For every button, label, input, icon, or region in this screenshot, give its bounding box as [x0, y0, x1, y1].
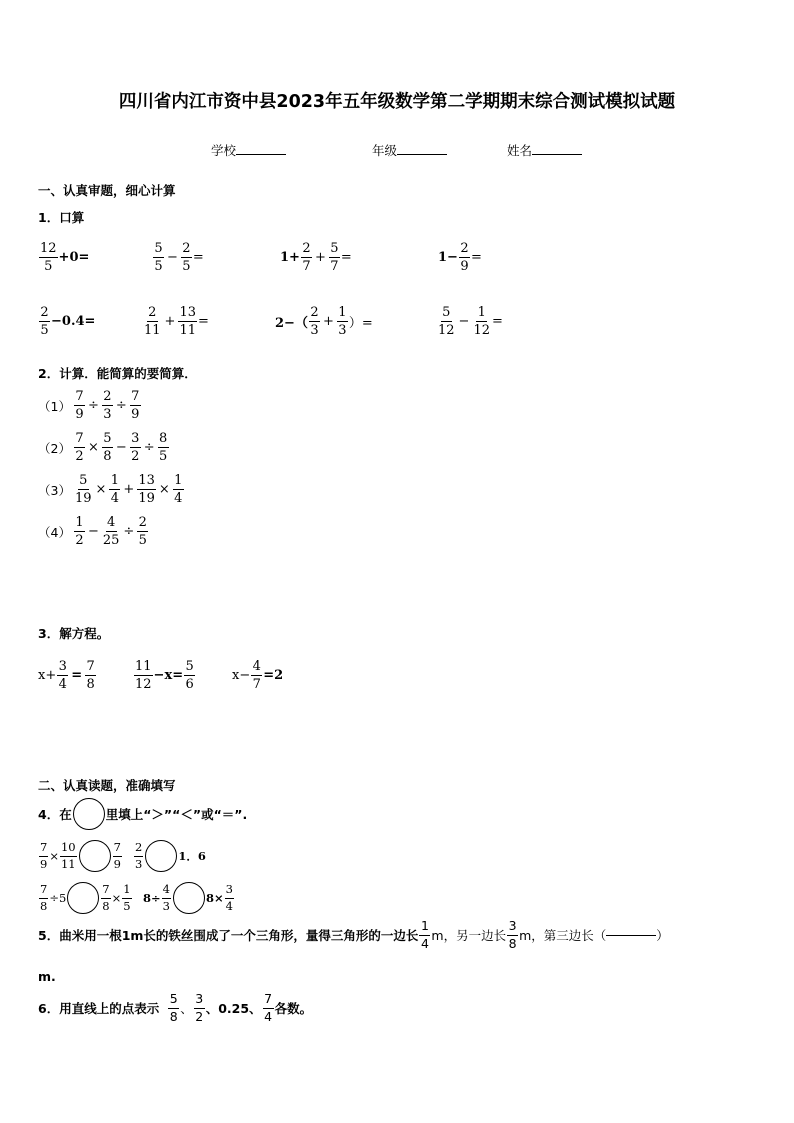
q2-item-1: [38, 390, 142, 421]
fraction: $\frac{1}{2}$: [75, 515, 84, 548]
answer-circle[interactable]: [173, 882, 205, 914]
fraction: $\frac{3}{2}$: [131, 431, 140, 464]
page-title: 四川省内江市资中县2023年五年级数学第二学期期末综合测试模拟试题: [118, 92, 676, 112]
item-number: （2）: [38, 440, 71, 456]
operator: ÷: [115, 398, 127, 413]
item-number: （1）: [38, 398, 71, 414]
section-2-heading: 二、认真读题，准确填写: [38, 778, 176, 793]
q3-equation-1: x+ $\frac{3}{4}$ = $\frac{7}{8}$: [38, 659, 95, 692]
q1-item-4: 1− $\frac{2}{9}$ =: [438, 241, 482, 274]
operator: −: [87, 524, 99, 539]
q5-answer-blank[interactable]: [606, 935, 656, 936]
q3-equation-2: $\frac{11}{12}$ −x= $\frac{5}{6}$: [135, 659, 194, 692]
fraction: $\frac{5}{19}$: [74, 473, 92, 506]
operator: ÷: [87, 398, 99, 413]
section-1-heading: 一、认真审题，细心计算: [38, 183, 176, 198]
answer-circle[interactable]: [67, 882, 99, 914]
item-number: （3）: [38, 482, 71, 498]
q2-item-4: [38, 516, 149, 547]
q4-compare-4: 8÷ $\frac{4}{3}$ 8× $\frac{3}{4}$: [143, 882, 233, 913]
school-field[interactable]: [211, 141, 286, 159]
fraction: $\frac{1}{4}$: [174, 473, 183, 506]
q1-item-7: 2−（ $\frac{2}{3}$ + $\frac{1}{3}$ ）=: [275, 305, 373, 338]
fraction: $\frac{8}{5}$: [159, 431, 168, 464]
q4-compare-1: $\frac{7}{9}$ × $\frac{10}{11}$ $\frac{7}{9}$: [40, 840, 121, 871]
q1-item-2: $\frac{5}{5}$ − $\frac{2}{5}$ =: [154, 241, 204, 274]
operator: +: [123, 482, 135, 497]
grade-field[interactable]: [372, 141, 447, 159]
grade-label: 年级: [372, 143, 398, 158]
q2-item-2: [38, 432, 170, 463]
q4-compare-2: $\frac{2}{3}$ 1．6: [135, 840, 206, 871]
fraction: $\frac{7}{9}$: [75, 389, 84, 422]
fraction: $\frac{1}{4}$: [110, 473, 120, 506]
answer-circle[interactable]: [145, 840, 177, 872]
fraction: $\frac{7}{9}$: [131, 389, 140, 422]
q2-item-3: [38, 474, 185, 505]
q1-item-1: $\frac{12}{5}$ +0=: [40, 241, 90, 274]
fraction: $\frac{2}{3}$: [103, 389, 112, 422]
operator: ÷: [123, 524, 135, 539]
operator: ÷: [143, 440, 155, 455]
operator: ×: [87, 440, 99, 455]
fraction: $\frac{13}{19}$: [138, 473, 155, 506]
q1-item-3: 1+ $\frac{2}{7}$ + $\frac{5}{7}$ =: [280, 241, 352, 274]
operator: ×: [95, 482, 107, 497]
fraction: $\frac{4}{25}$: [102, 515, 120, 548]
fraction: $\frac{7}{2}$: [75, 431, 84, 464]
q4-label: 4．在 里填上“＞”“＜”或“＝”.: [38, 798, 247, 830]
name-label: 姓名: [507, 143, 533, 158]
q1-item-6: $\frac{2}{11}$ + $\frac{13}{11}$ =: [144, 305, 209, 338]
operator: −: [115, 440, 127, 455]
q1-label: 1．口算: [38, 210, 85, 225]
q3-equation-3: x− $\frac{4}{7}$ =2: [232, 659, 284, 692]
q6-text: 6．用直线上的点表示 $\frac{5}{8}$ 、 $\frac{3}{2}$ 、0.25、 $\frac{7}{4}$ 各数。: [38, 991, 313, 1024]
q2-label: 2．计算．能简算的要简算．: [38, 366, 197, 381]
q5-unit: m.: [38, 969, 56, 984]
q5-text: 5．曲米用一根1m长的铁丝围成了一个三角形，量得三角形的一边长 $\frac{1}{4}$ m，另一边长 $\frac{3}{8}$ m，第三边长（ ）: [38, 918, 669, 951]
q4-compare-3: $\frac{7}{8}$ ÷5 $\frac{7}{8}$ × $\frac{1}{5}$: [40, 882, 131, 913]
q1-item-5: $\frac{2}{5}$ −0.4=: [40, 305, 96, 338]
item-number: （4）: [38, 524, 71, 540]
answer-circle[interactable]: [79, 840, 111, 872]
q3-label: 3．解方程。: [38, 626, 110, 641]
school-label: 学校: [211, 143, 237, 158]
operator: ×: [158, 482, 170, 497]
fraction: $\frac{5}{8}$: [103, 431, 112, 464]
q1-item-8: $\frac{5}{12}$ − $\frac{1}{12}$ =: [438, 305, 503, 338]
name-field[interactable]: [507, 141, 582, 159]
fraction: $\frac{2}{5}$: [138, 515, 147, 548]
sample-circle: [73, 798, 105, 830]
